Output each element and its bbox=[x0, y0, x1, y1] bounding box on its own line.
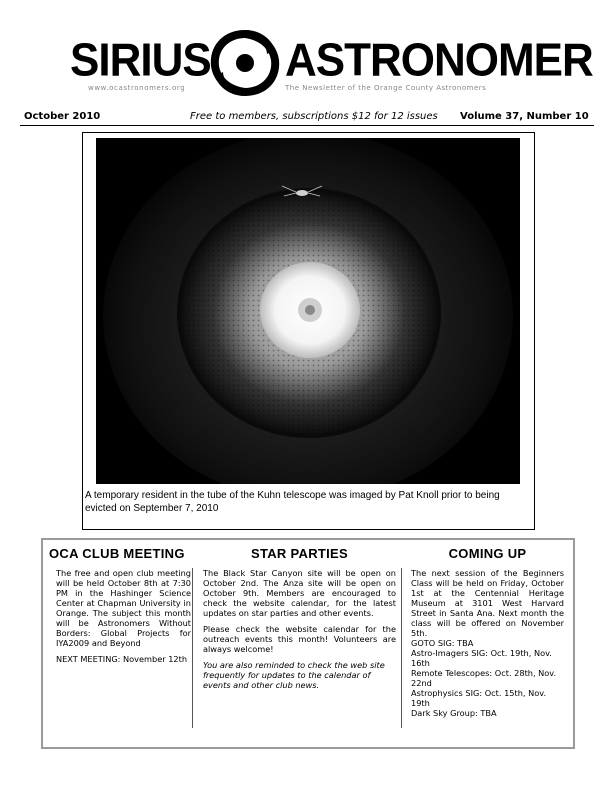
list-item: Remote Telescopes: Oct. 28th, Nov. 22nd bbox=[411, 668, 557, 688]
issue-date: October 2010 bbox=[24, 111, 101, 122]
club-meeting-column bbox=[49, 540, 191, 745]
sirius-logo-icon bbox=[205, 24, 285, 102]
cover-photo-frame bbox=[82, 132, 535, 530]
column-divider bbox=[401, 568, 402, 728]
coming-up-column bbox=[411, 540, 564, 745]
club-meeting-heading: OCA CLUB MEETING bbox=[49, 546, 185, 561]
star-parties-heading: STAR PARTIES bbox=[250, 546, 348, 561]
star-parties-p1: The Black Star Canyon site will be open on October 2nd. The Anza site will be open on October 9th. Members are encouraged to check the website calendar, for the latest updates on star parties and other events. bbox=[203, 568, 396, 618]
cover-photo bbox=[96, 138, 520, 484]
coming-up-body: The next session of the Beginners Class will be held on Friday, October 1st at the Centennial Heritage Museum at 3101 West Harvard Street in Santa Ana. Next month the class will be offered on November 5th. bbox=[411, 568, 564, 638]
star-parties-column bbox=[203, 540, 396, 745]
list-item: Astro-Imagers SIG: Oct. 19th, Nov. 16th bbox=[411, 648, 552, 668]
list-item: Astrophysics SIG: Oct. 15th, Nov. 19th bbox=[411, 688, 547, 708]
club-meeting-body: The free and open club meeting will be held October 8th at 7:30 PM in the Hashinger Science Center at Chapman University in Orange. The subject this month will be Astronomers Without Borders: Global Projects for IYA2009 and Beyond bbox=[56, 568, 191, 648]
news-box bbox=[41, 538, 575, 749]
next-meeting: NEXT MEETING: November 12th bbox=[56, 654, 188, 664]
masthead bbox=[0, 0, 612, 110]
masthead-title-right: ASTRONOMER bbox=[285, 34, 593, 87]
header-rule bbox=[20, 125, 594, 126]
cover-photo-caption: A temporary resident in the tube of the Kuhn telescope was imaged by Pat Knoll prior to being evicted on September 7, 2010 bbox=[85, 490, 500, 514]
list-item: Dark Sky Group: TBA bbox=[411, 708, 497, 718]
star-parties-p3: You are also reminded to check the web site frequently for updates to the calendar of events and other club news. bbox=[203, 660, 385, 690]
list-item: GOTO SIG: TBA bbox=[411, 638, 474, 648]
masthead-tagline: The Newsletter of the Orange County Astronomers bbox=[285, 84, 487, 92]
column-divider bbox=[192, 568, 193, 728]
website-url[interactable]: www.ocastronomers.org bbox=[88, 84, 186, 92]
masthead-title-left: SIRIUS bbox=[70, 34, 211, 87]
volume-number: Volume 37, Number 10 bbox=[460, 111, 589, 122]
star-parties-p2: Please check the website calendar for the outreach events this month! Volunteers are always welcome! bbox=[203, 624, 396, 654]
subscription-note: Free to members, subscriptions $12 for 12 issues bbox=[190, 111, 438, 122]
coming-up-heading: COMING UP bbox=[448, 546, 527, 561]
